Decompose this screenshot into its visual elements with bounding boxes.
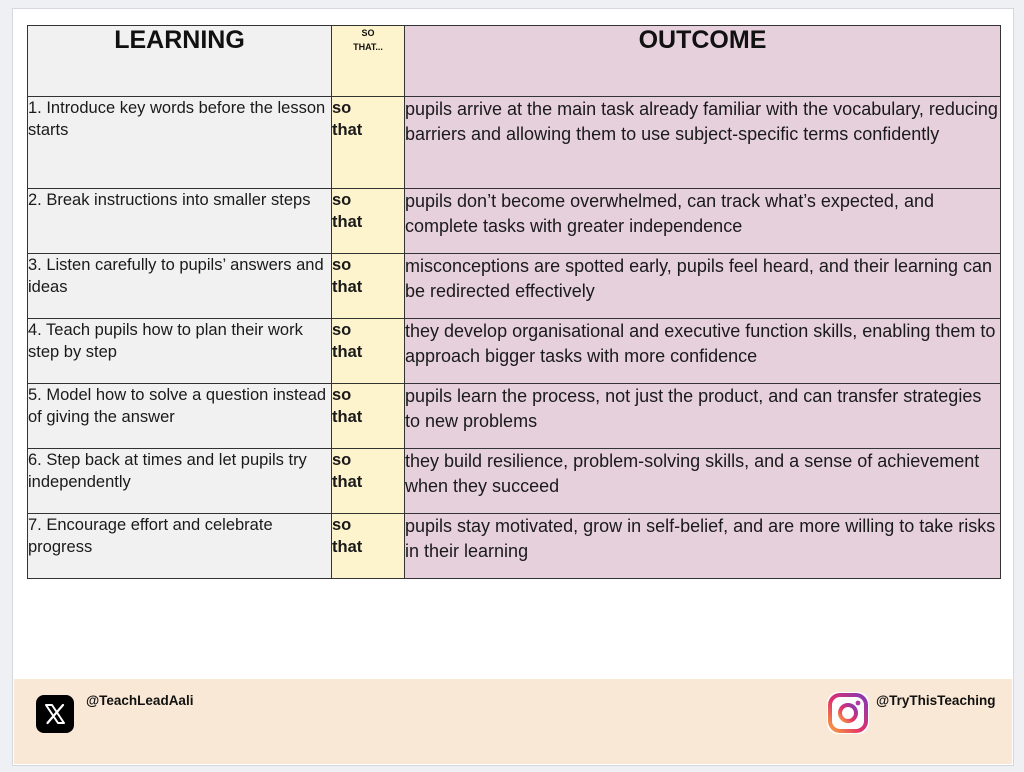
instagram-logo-icon[interactable]	[827, 692, 869, 734]
so-that-cell	[332, 319, 405, 384]
table-row	[28, 189, 1001, 254]
table-row	[28, 319, 1001, 384]
learning-cell: 1. Introduce key words before the lesson starts	[28, 97, 332, 189]
learning-cell: 3. Listen carefully to pupils’ answers and ideas	[28, 254, 332, 319]
so-word: so	[332, 321, 352, 339]
learning-cell: 2. Break instructions into smaller steps	[28, 189, 332, 254]
table-row	[28, 384, 1001, 449]
so-that-cell	[332, 384, 405, 449]
learning-cell: 4. Teach pupils how to plan their work step by step	[28, 319, 332, 384]
x-glyph-icon	[44, 703, 66, 725]
that-word: that	[332, 473, 363, 491]
learning-cell: 7. Encourage effort and celebrate progress	[28, 514, 332, 579]
document-sheet	[12, 8, 1014, 766]
that-word: that	[332, 343, 363, 361]
x-logo-icon[interactable]	[36, 695, 74, 733]
instagram-glyph-icon	[827, 692, 869, 734]
outcome-cell: they build resilience, problem-solving skills, and a sense of achievement when they succeed	[405, 449, 1001, 514]
so-that-cell	[332, 514, 405, 579]
header-outcome: OUTCOME	[405, 26, 1001, 97]
so-word: so	[332, 516, 352, 534]
header-so-that-line2: THAT...	[353, 42, 383, 52]
table-row	[28, 449, 1001, 514]
so-word: so	[332, 99, 352, 117]
that-word: that	[332, 538, 363, 556]
that-word: that	[332, 121, 363, 139]
learning-outcome-table	[27, 25, 1001, 579]
learning-cell: 5. Model how to solve a question instead of giving the answer	[28, 384, 332, 449]
so-that-cell	[332, 97, 405, 189]
so-word: so	[332, 256, 352, 274]
outcome-cell: they develop organisational and executive function skills, enabling them to approach bigger tasks with more confidence	[405, 319, 1001, 384]
table-row	[28, 514, 1001, 579]
so-that-cell	[332, 449, 405, 514]
so-that-cell	[332, 189, 405, 254]
that-word: that	[332, 278, 363, 296]
outcome-cell: pupils don’t become overwhelmed, can track what’s expected, and complete tasks with greater independence	[405, 189, 1001, 254]
instagram-handle[interactable]: @TryThisTeaching	[876, 693, 996, 708]
x-handle[interactable]: @TeachLeadAali	[86, 693, 194, 708]
so-word: so	[332, 386, 352, 404]
outcome-cell: pupils learn the process, not just the product, and can transfer strategies to new problems	[405, 384, 1001, 449]
so-word: so	[332, 451, 352, 469]
header-so-that	[332, 26, 405, 97]
outcome-cell: misconceptions are spotted early, pupils feel heard, and their learning can be redirected effectively	[405, 254, 1001, 319]
so-that-cell	[332, 254, 405, 319]
social-footer	[14, 679, 1012, 764]
outcome-cell: pupils arrive at the main task already familiar with the vocabulary, reducing barriers and allowing them to use subject-specific terms confidently	[405, 97, 1001, 189]
so-word: so	[332, 191, 352, 209]
table-header-row	[28, 26, 1001, 97]
outcome-cell: pupils stay motivated, grow in self-belief, and are more willing to take risks in their learning	[405, 514, 1001, 579]
learning-cell: 6. Step back at times and let pupils try independently	[28, 449, 332, 514]
header-learning: LEARNING	[28, 26, 332, 97]
that-word: that	[332, 408, 363, 426]
header-so-that-line1: SO	[361, 28, 375, 38]
table-row	[28, 97, 1001, 189]
table-row	[28, 254, 1001, 319]
that-word: that	[332, 213, 363, 231]
